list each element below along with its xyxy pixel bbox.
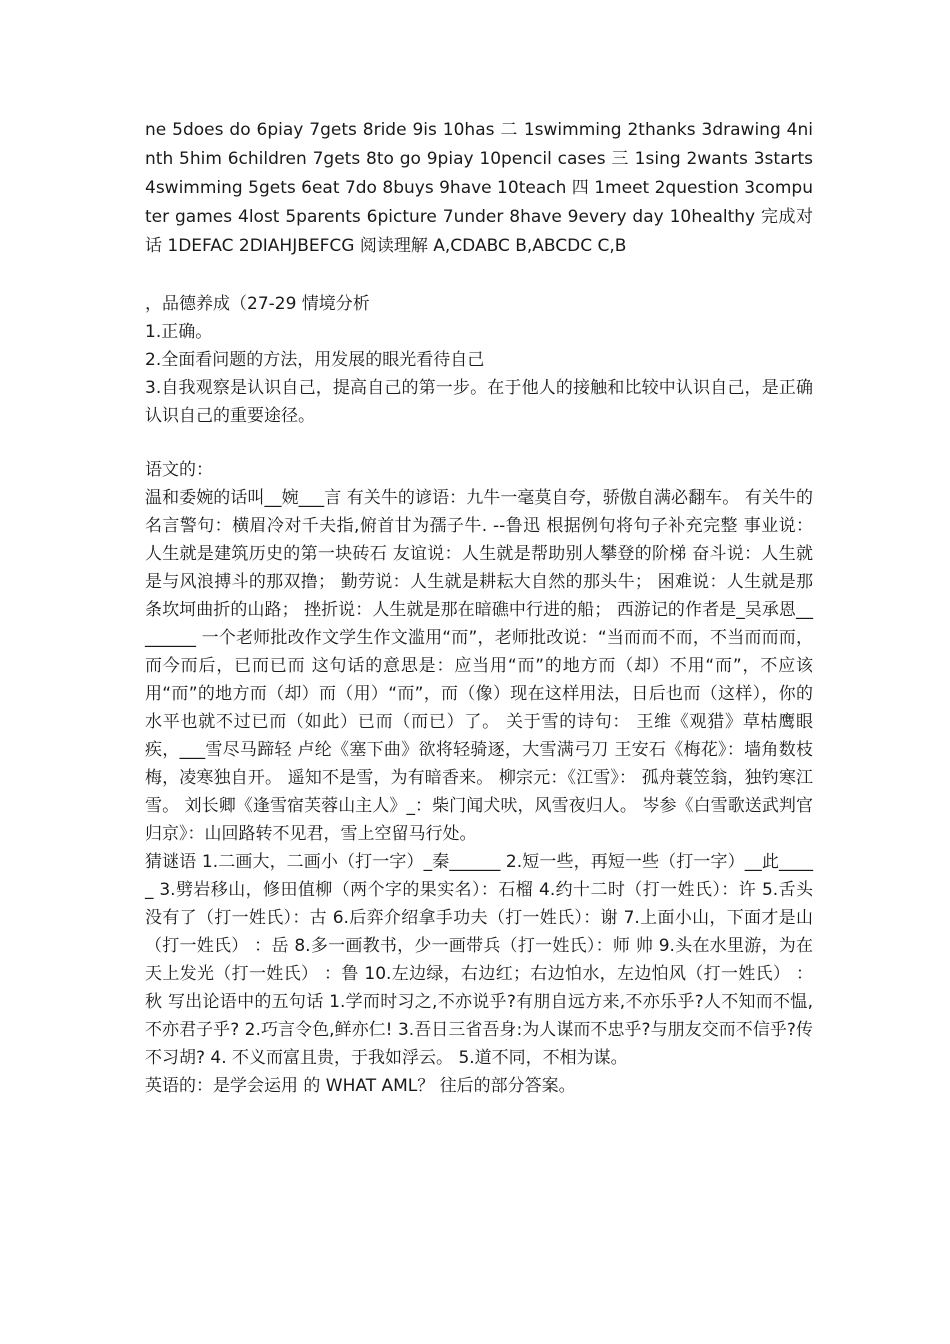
spacer (145, 261, 813, 290)
moral-item: 3.自我观察是认识自己，提高自己的第一步。在于他人的接触和比较中认识自己，是正确认识自己的重要途径。 (145, 378, 813, 426)
chinese-section (145, 456, 813, 848)
moral-section (145, 290, 813, 430)
english-answer-block: ne 5does do 6piay 7gets 8ride 9is 10has 二 1swimming 2thanks 3drawing 4ninth 5him 6children 7gets 8to go 9piay 10pencil cases 三 1sing 2wants 3starts 4swimming 5gets 6eat 7do 8buys 9have 10teach 四 1meet 2question 3computer games 4lost 5parents 6picture 7under 8have 9every day 10healthy 完成对话 1DEFAC 2DIAHJBEFCG 阅读理解 A,CDABC B,ABCDC C,B (145, 120, 813, 256)
moral-heading: ，品德养成（27-29 情境分析 (145, 294, 370, 314)
chinese-body: 温和委婉的话叫__婉___言 有关牛的谚语：九牛一毫莫自夸，骄傲自满必翻车。 有关牛的名言警句：横眉冷对千夫指,俯首甘为孺子牛. --鲁迅 根据例句将句子补充完整 事业说：人生就是建筑历史的第一块砖石 友谊说：人生就是帮助别人攀登的阶梯 奋斗说：人生就是与风浪搏斗的那双撸； 勤劳说：人生就是耕耘大自然的那头牛； 困难说：人生就是那条坎坷曲折的山路； 挫折说：人生就是那在暗礁中行进的船； 西游记的作者是_吴承恩________ 一个老师批改作文学生作文滥用“而”，老师批改说：“当而而不而，不当而而而，而今而后，已而已而 这句话的意思是：应当用“而”的地方而（却）不用“而”，不应该用“而”的地方而（却）而（用）“而”，而（像）现在这样用法，日后也而（这样），你的水平也就不过已而（如此）已而（而已）了。 关于雪的诗句： 王维《观猎》草枯鹰眼疾，___雪尽马蹄轻 卢纶《塞下曲》欲将轻骑逐，大雪满弓刀 王安石《梅花》：墙角数枝梅，凌寒独自开。 遥知不是雪，为有暗香来。 柳宗元：《江雪》： 孤舟蓑笠翁，独钓寒江雪。 刘长卿《逢雪宿芙蓉山主人》_：柴门闻犬吠，风雪夜归人。 岑参《白雪歌送武判官归京》：山回路转不见君，雪上空留马行处。 (145, 488, 813, 844)
english-footer: 英语的：是学会运用 的 WHAT AML？ 往后的部分答案。 (145, 1076, 576, 1096)
riddles-section (145, 848, 813, 1072)
moral-item: 1.正确。 (145, 322, 213, 342)
chinese-heading: 语文的： (145, 460, 213, 480)
spacer (145, 430, 813, 456)
moral-item: 2.全面看问题的方法，用发展的眼光看待自己 (145, 350, 485, 370)
document-page (145, 116, 813, 1100)
riddles-body: 猜谜语 1.二画大，二画小（打一字）_秦______ 2.短一些，再短一些（打一字）__此_____ 3.劈岩移山，修田值柳（两个字的果实名）：石榴 4.约十二时（打一姓氏）：许 5.舌头没有了（打一姓氏）：古 6.后弈介绍拿手功夫（打一姓氏）：谢 7.上面小山，下面才是山（打一姓氏） ：岳 8.多一画教书，少一画带兵（打一姓氏）：师 帅 9.头在水里游，为在天上发光（打一姓氏） ：鲁 10.左边绿，右边红；右边怕水，左边怕风（打一姓氏） ：秋 写出论语中的五句话 1.学而时习之,不亦说乎?有朋自远方来,不亦乐乎?人不知而不愠,不亦君子乎? 2.巧言令色,鲜亦仁! 3.吾日三省吾身:为人谋而不忠乎?与朋友交而不信乎?传不习胡? 4. 不义而富且贵，于我如浮云。 5.道不同，不相为谋。 (145, 852, 813, 1068)
